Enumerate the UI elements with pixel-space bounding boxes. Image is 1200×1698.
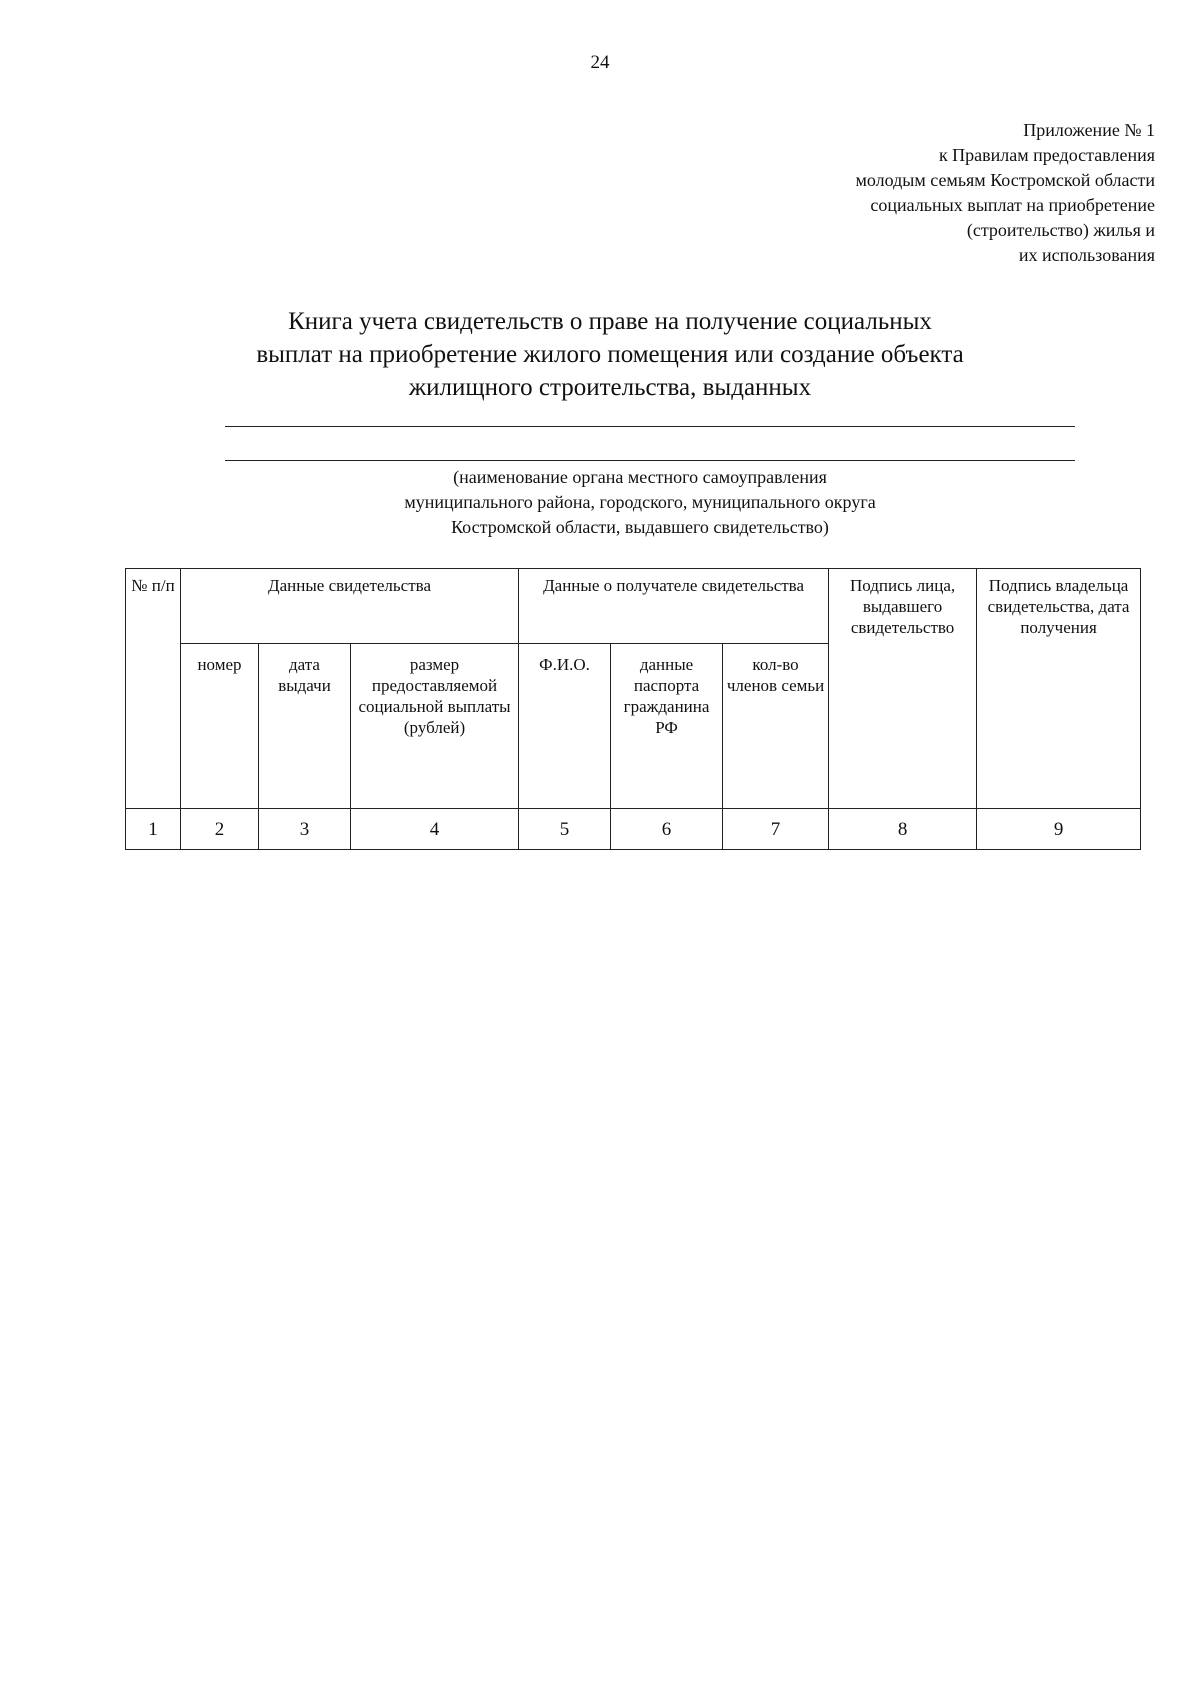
table-header-row [126, 569, 1141, 644]
caption-line: Костромской области, выдавшего свидетельство) [451, 517, 829, 537]
column-number: 5 [519, 809, 611, 850]
header-recipient-data: Данные о получателе свидетельства [519, 569, 829, 644]
appendix-line: их использования [1018, 245, 1155, 265]
appendix-line: (строительство) жилья и [966, 220, 1155, 240]
caption-line: муниципального района, городского, муниципального округа [404, 492, 876, 512]
appendix-note [595, 118, 1155, 268]
title-line: выплат на приобретение жилого помещения или создание объекта [256, 341, 964, 368]
header-family-count: кол-во членов семьи [723, 644, 829, 809]
title-line: жилищного строительства, выданных [408, 374, 812, 401]
appendix-line: молодым семьям Костромской области [855, 170, 1155, 190]
header-certificate-data: Данные свидетельства [181, 569, 519, 644]
header-row-number: № п/п [126, 569, 181, 809]
column-number: 9 [977, 809, 1141, 850]
fill-in-line [225, 426, 1075, 427]
document-title [210, 305, 1010, 404]
column-number: 3 [259, 809, 351, 850]
certificate-register-table [125, 568, 1141, 850]
column-number: 1 [126, 809, 181, 850]
column-number: 6 [611, 809, 723, 850]
appendix-line: Приложение № 1 [1023, 120, 1155, 140]
page-number: 24 [590, 52, 610, 73]
header-passport-data: данные паспорта гражданина РФ [611, 644, 723, 809]
fill-in-caption [300, 465, 980, 540]
header-owner-signature: Подпись владельца свидетельства, дата получения [977, 569, 1141, 809]
appendix-line: социальных выплат на приобретение [870, 195, 1155, 215]
column-number: 2 [181, 809, 259, 850]
appendix-line: к Правилам предоставления [938, 145, 1155, 165]
column-number: 8 [829, 809, 977, 850]
column-number: 4 [351, 809, 519, 850]
column-number: 7 [723, 809, 829, 850]
header-number: номер [181, 644, 259, 809]
header-issue-date: дата выдачи [259, 644, 351, 809]
caption-line: (наименование органа местного самоуправления [453, 467, 827, 487]
header-issuer-signature: Подпись лица, выдавшего свидетельство [829, 569, 977, 809]
header-payment-amount: размер предоставляемой социальной выплаты (рублей) [351, 644, 519, 809]
fill-in-line [225, 460, 1075, 461]
table-column-number-row [126, 809, 1141, 850]
title-line: Книга учета свидетельств о праве на получение социальных [288, 308, 932, 335]
header-full-name: Ф.И.О. [519, 644, 611, 809]
